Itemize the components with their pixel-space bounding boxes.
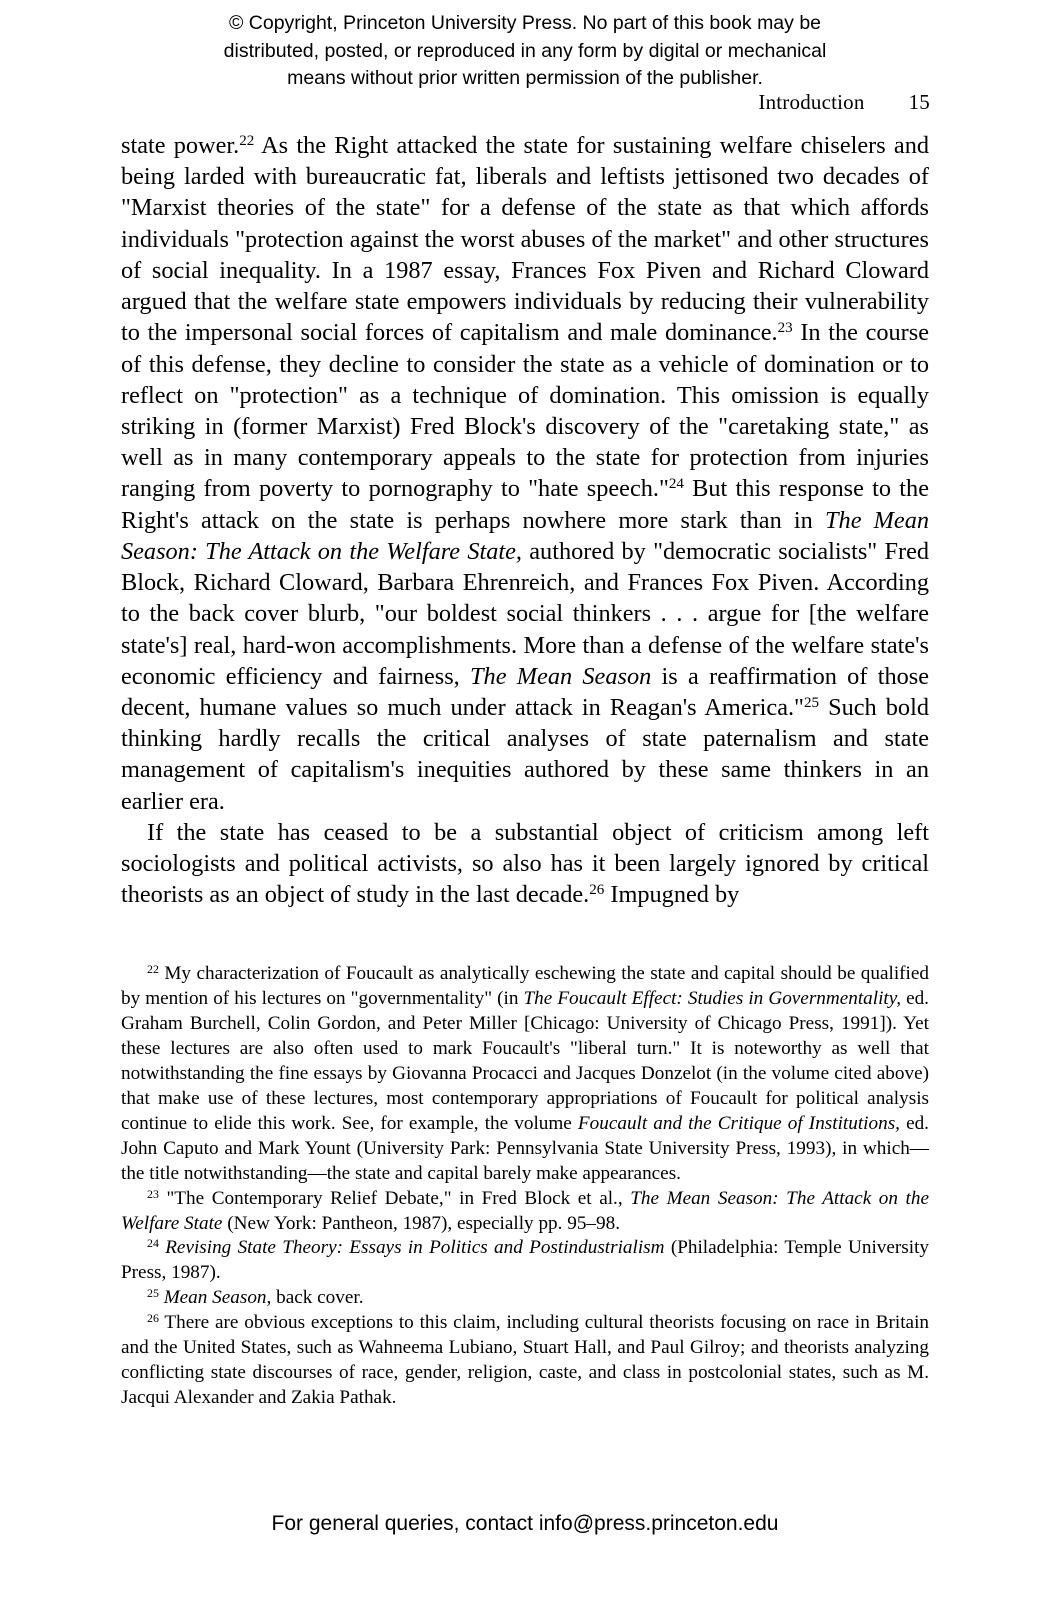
copyright-notice bbox=[120, 10, 930, 93]
footnote-22: $^{22}$ My characterization of Foucault as analytically eschewing the state and capital should be qualified by mention of his lectures on "governmentality" (in The Foucault Effect: Studies in Governmentality, ed. Graham Burchell, Colin Gordon, and Peter Miller [Chicago: University of Chicago Press, 1991]). Yet these lectures are also often used to mark Foucault's "liberal turn." It is noteworthy as well that notwithstanding the fine essays by Giovanna Procacci and Jacques Donzelot (in the volume cited above) that make use of these lectures, most contemporary appropriations of Foucault for political analysis continue to elide this work. See, for example, the volume Foucault and the Critique of Institutions, ed. John Caputo and Mark Yount (University Park: Pennsylvania State University Press, 1993), in which—the title notwithstanding—the state and capital barely make appearances. bbox=[121, 961, 929, 1184]
running-head bbox=[120, 90, 930, 115]
page-number: 15 bbox=[908, 90, 930, 114]
page-footer: For general queries, contact info@press.princeton.edu bbox=[271, 1512, 779, 1535]
footnote-26: $^{26}$ There are obvious exceptions to this claim, including cultural theorists focusing on race in Britain and the United States, such as Wahneema Lubiano, Stuart Hall, and Paul Gilroy; and theorists analyzing conflicting state discourses of race, gender, religion, caste, and class in postcolonial states, such as M. Jacqui Alexander and Zakia Pathak. bbox=[121, 1311, 929, 1409]
running-head-title: Introduction bbox=[758, 90, 865, 114]
footnote-24: $^{24}$ Revising State Theory: Essays in Politics and Postindustrialism (Philadelphia: Temple University Press, 1987). bbox=[121, 1236, 929, 1284]
footnote-25: $^{25}$ Mean Season, back cover. bbox=[147, 1286, 364, 1309]
copyright-line-3: means without prior written permission of the publisher. bbox=[287, 67, 763, 90]
body-text bbox=[121, 130, 929, 910]
copyright-line-1: © Copyright, Princeton University Press. No part of this book may be bbox=[228, 12, 822, 34]
paragraph-2: If the state has ceased to be a substantial object of criticism among left sociologists and political activists, so also has it been largely ignored by critical theorists as an object of study in the last decade.$^{26}$ Impugned by bbox=[121, 818, 929, 909]
footnote-23: $^{23}$ "The Contemporary Relief Debate," in Fred Block et al., The Mean Season: The Attack on the Welfare State (New York: Pantheon, 1987), especially pp. 95–98. bbox=[121, 1186, 929, 1234]
copyright-line-2: distributed, posted, or reproduced in any form by digital or mechanical bbox=[223, 39, 827, 62]
footnotes-section bbox=[121, 962, 929, 1411]
paragraph-1: state power.$^{22}$ As the Right attacked the state for sustaining welfare chiselers and being larded with bureaucratic fat, liberals and leftists jettisoned two decades of "Marxist theories of the state" for a defense of the state as that which affords individuals "protection against the worst abuses of the market" and other structures of social inequality. In a 1987 essay, Frances Fox Piven and Richard Cloward argued that the welfare state empowers individuals by reducing their vulnerability to the impersonal social forces of capitalism and male dominance.$^{23}$ In the course of this defense, they decline to consider the state as a vehicle of domination or to reflect on "protection" as a technique of domination. This omission is equally striking in (former Marxist) Fred Block's discovery of the "caretaking state," as well as in many contemporary appeals to the state for protection from injuries ranging from poverty to pornography to "hate speech."$^{24}$ But this response to the Right's attack on the state is perhaps nowhere more stark than in The Mean Season: The Attack on the Welfare State, authored by "democratic socialists" Fred Block, Richard Cloward, Barbara Ehrenreich, and Frances Fox Piven. According to the back cover blurb, "our boldest social thinkers . . . argue for [the welfare state's] real, hard-won accomplishments. More than a defense of the welfare state's economic efficiency and fairness, The Mean Season is a reaffirmation of those decent, humane values so much under attack in Reagan's America."$^{25}$ Such bold thinking hardly recalls the critical analyses of state paternalism and state management of capitalism's inequities authored by these same thinkers in an earlier era. bbox=[121, 132, 929, 815]
